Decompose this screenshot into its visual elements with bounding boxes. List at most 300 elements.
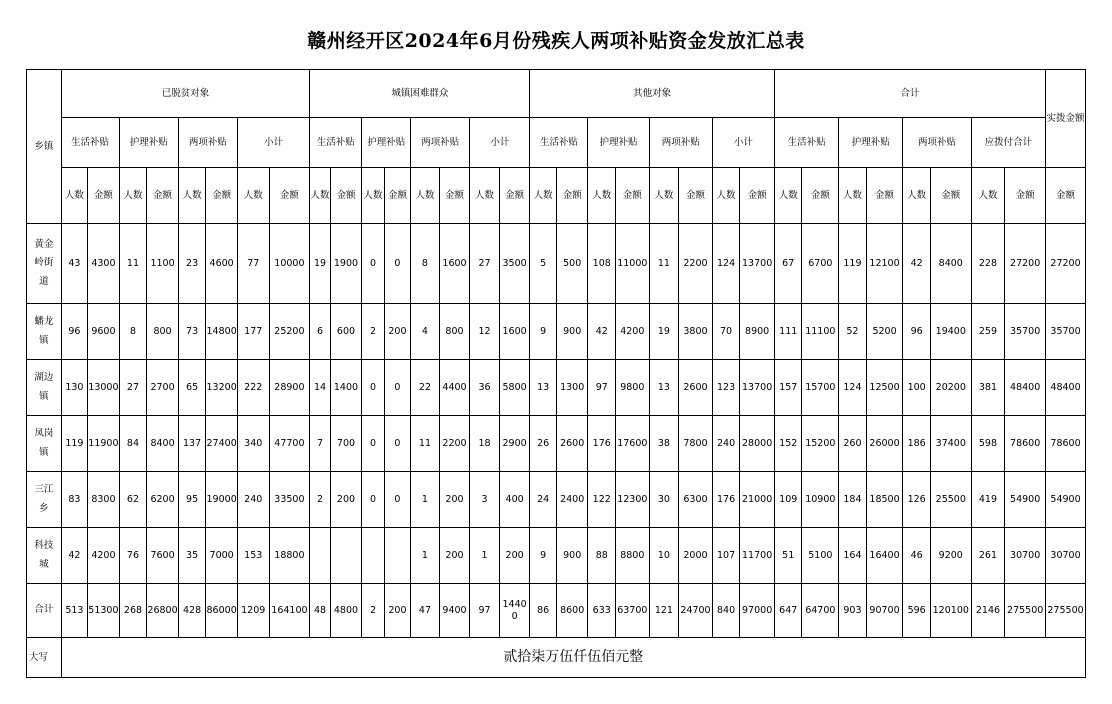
header-amount: 金额 <box>802 168 839 224</box>
table-cell: 19 <box>649 304 679 360</box>
table-cell: 122 <box>588 472 616 528</box>
table-cell: 30 <box>649 472 679 528</box>
table-cell: 2600 <box>556 416 588 472</box>
header-people: 人数 <box>61 168 87 224</box>
table-cell: 11700 <box>740 528 775 584</box>
table-cell: 4 <box>411 304 440 360</box>
table-cell: 120100 <box>930 584 971 638</box>
table-cell: 4200 <box>616 304 650 360</box>
table-cell: 200 <box>439 472 470 528</box>
row-township-name: 三江乡 <box>27 472 62 528</box>
header-people: 人数 <box>310 168 330 224</box>
table-cell: 38 <box>649 416 679 472</box>
table-cell: 3500 <box>499 224 530 304</box>
table-cell: 0 <box>384 472 410 528</box>
summary-table <box>26 69 1086 678</box>
table-cell: 900 <box>556 304 588 360</box>
table-cell: 260 <box>839 416 867 472</box>
table-cell: 176 <box>588 416 616 472</box>
table-cell: 2000 <box>679 528 713 584</box>
header-group-poverty: 已脱贫对象 <box>61 70 310 118</box>
table-cell: 340 <box>237 416 269 472</box>
table-cell: 9200 <box>930 528 971 584</box>
header-living: 生活补贴 <box>530 118 588 168</box>
table-cell: 9800 <box>616 360 650 416</box>
table-cell: 0 <box>362 224 384 304</box>
table-cell: 4300 <box>88 224 120 304</box>
table-cell: 0 <box>384 224 410 304</box>
table-cell: 119 <box>61 416 87 472</box>
table-cell: 1 <box>411 472 440 528</box>
table-cell: 96 <box>61 304 87 360</box>
table-cell: 48 <box>310 584 330 638</box>
table-cell <box>384 528 410 584</box>
table-cell: 8400 <box>930 224 971 304</box>
table-cell: 0 <box>362 360 384 416</box>
table-cell: 7000 <box>206 528 238 584</box>
table-cell: 8600 <box>556 584 588 638</box>
table-cell: 15200 <box>802 416 839 472</box>
table-cell: 6700 <box>802 224 839 304</box>
table-cell: 65 <box>178 360 206 416</box>
table-cell: 111 <box>774 304 802 360</box>
table-cell: 275500 <box>1046 584 1086 638</box>
header-people: 人数 <box>362 168 384 224</box>
table-cell: 54900 <box>1046 472 1086 528</box>
table-cell: 83 <box>61 472 87 528</box>
header-people: 人数 <box>178 168 206 224</box>
header-people: 人数 <box>237 168 269 224</box>
table-cell: 8900 <box>740 304 775 360</box>
table-cell: 268 <box>119 584 147 638</box>
table-cell: 2 <box>362 304 384 360</box>
table-cell: 28000 <box>740 416 775 472</box>
table-cell: 5100 <box>802 528 839 584</box>
table-cell: 5 <box>530 224 556 304</box>
header-people: 人数 <box>588 168 616 224</box>
header-care: 护理补贴 <box>588 118 649 168</box>
table-cell: 184 <box>839 472 867 528</box>
table-cell: 14 <box>310 360 330 416</box>
table-cell: 11 <box>411 416 440 472</box>
table-cell: 2400 <box>556 472 588 528</box>
table-cell: 11900 <box>88 416 120 472</box>
capital-label: 大写 <box>27 638 62 678</box>
table-cell: 240 <box>712 416 740 472</box>
header-amount: 金额 <box>1005 168 1046 224</box>
table-cell: 1400 <box>330 360 362 416</box>
table-cell: 24700 <box>679 584 713 638</box>
table-cell: 7 <box>310 416 330 472</box>
table-cell: 46 <box>903 528 931 584</box>
table-cell: 73 <box>178 304 206 360</box>
table-cell: 70 <box>712 304 740 360</box>
table-cell: 13200 <box>206 360 238 416</box>
row-township-name: 科技城 <box>27 528 62 584</box>
table-cell: 157 <box>774 360 802 416</box>
header-both: 两项补贴 <box>411 118 470 168</box>
table-cell: 513 <box>61 584 87 638</box>
table-row <box>27 304 1086 360</box>
table-cell: 130 <box>61 360 87 416</box>
table-row <box>27 528 1086 584</box>
table-cell: 47 <box>411 584 440 638</box>
header-both: 两项补贴 <box>178 118 237 168</box>
header-both: 两项补贴 <box>903 118 971 168</box>
table-cell: 26000 <box>866 416 903 472</box>
table-cell: 1 <box>411 528 440 584</box>
header-amount: 金额 <box>866 168 903 224</box>
table-cell: 10 <box>649 528 679 584</box>
table-cell: 10900 <box>802 472 839 528</box>
table-cell: 12300 <box>616 472 650 528</box>
table-cell: 107 <box>712 528 740 584</box>
table-cell: 2 <box>362 584 384 638</box>
table-cell: 16400 <box>866 528 903 584</box>
table-cell: 121 <box>649 584 679 638</box>
table-cell: 200 <box>499 528 530 584</box>
table-cell: 6200 <box>147 472 179 528</box>
table-cell: 2146 <box>971 584 1005 638</box>
header-living: 生活补贴 <box>310 118 362 168</box>
table-cell: 14800 <box>206 304 238 360</box>
table-cell: 9600 <box>88 304 120 360</box>
header-amount: 金额 <box>930 168 971 224</box>
total-row <box>27 584 1086 638</box>
table-cell: 14400 <box>499 584 530 638</box>
table-cell: 2200 <box>679 224 713 304</box>
header-amount: 金额 <box>616 168 650 224</box>
table-cell: 259 <box>971 304 1005 360</box>
header-living: 生活补贴 <box>61 118 119 168</box>
header-amount: 金额 <box>1046 168 1086 224</box>
table-cell: 200 <box>330 472 362 528</box>
table-cell: 97 <box>470 584 500 638</box>
table-cell: 124 <box>712 224 740 304</box>
table-cell: 21000 <box>740 472 775 528</box>
table-cell <box>330 528 362 584</box>
table-cell: 3800 <box>679 304 713 360</box>
table-cell: 633 <box>588 584 616 638</box>
header-actual-amount: 实拨金额 <box>1046 70 1086 168</box>
table-cell: 27 <box>470 224 500 304</box>
table-cell: 9 <box>530 528 556 584</box>
table-cell: 13700 <box>740 360 775 416</box>
table-cell: 2700 <box>147 360 179 416</box>
table-cell: 28900 <box>269 360 310 416</box>
table-cell: 228 <box>971 224 1005 304</box>
table-cell: 8 <box>411 224 440 304</box>
table-cell: 42 <box>61 528 87 584</box>
row-township-name: 黄金岭街道 <box>27 224 62 304</box>
table-cell: 35 <box>178 528 206 584</box>
header-people: 人数 <box>470 168 500 224</box>
header-people: 人数 <box>903 168 931 224</box>
table-cell: 6 <box>310 304 330 360</box>
header-amount: 金额 <box>679 168 713 224</box>
table-cell: 78600 <box>1046 416 1086 472</box>
header-people: 人数 <box>774 168 802 224</box>
table-cell: 90700 <box>866 584 903 638</box>
header-amount: 金额 <box>384 168 410 224</box>
table-cell: 10000 <box>269 224 310 304</box>
table-cell: 18800 <box>269 528 310 584</box>
table-row <box>27 416 1086 472</box>
table-cell: 400 <box>499 472 530 528</box>
table-cell: 4400 <box>439 360 470 416</box>
header-amount: 金额 <box>740 168 775 224</box>
table-cell: 8300 <box>88 472 120 528</box>
table-cell: 0 <box>362 472 384 528</box>
table-cell: 19 <box>310 224 330 304</box>
table-cell: 1300 <box>556 360 588 416</box>
table-cell <box>310 528 330 584</box>
table-cell: 275500 <box>1005 584 1046 638</box>
table-cell: 95 <box>178 472 206 528</box>
table-cell: 86000 <box>206 584 238 638</box>
header-amount: 金额 <box>269 168 310 224</box>
table-cell: 164100 <box>269 584 310 638</box>
table-cell: 12500 <box>866 360 903 416</box>
table-cell: 4800 <box>330 584 362 638</box>
header-township: 乡镇 <box>27 70 62 224</box>
table-cell: 8 <box>119 304 147 360</box>
table-cell: 596 <box>903 584 931 638</box>
table-cell: 19400 <box>930 304 971 360</box>
header-living: 生活补贴 <box>774 118 838 168</box>
table-cell: 62 <box>119 472 147 528</box>
table-cell: 800 <box>439 304 470 360</box>
table-cell: 11000 <box>616 224 650 304</box>
table-cell: 27200 <box>1005 224 1046 304</box>
table-cell: 428 <box>178 584 206 638</box>
row-township-name: 合计 <box>27 584 62 638</box>
table-cell: 67 <box>774 224 802 304</box>
table-cell: 903 <box>839 584 867 638</box>
table-cell: 47700 <box>269 416 310 472</box>
header-subtotal: 小计 <box>712 118 774 168</box>
table-cell: 18500 <box>866 472 903 528</box>
table-cell: 63700 <box>616 584 650 638</box>
table-cell <box>362 528 384 584</box>
header-care: 护理补贴 <box>362 118 411 168</box>
table-cell: 152 <box>774 416 802 472</box>
table-cell: 4600 <box>206 224 238 304</box>
row-township-name: 凤岗镇 <box>27 416 62 472</box>
table-cell: 20200 <box>930 360 971 416</box>
table-cell: 176 <box>712 472 740 528</box>
table-cell: 86 <box>530 584 556 638</box>
header-amount: 金额 <box>439 168 470 224</box>
table-cell: 51 <box>774 528 802 584</box>
table-cell: 1600 <box>499 304 530 360</box>
header-people: 人数 <box>971 168 1005 224</box>
table-cell: 54900 <box>1005 472 1046 528</box>
table-cell: 26 <box>530 416 556 472</box>
table-cell: 647 <box>774 584 802 638</box>
table-cell: 153 <box>237 528 269 584</box>
header-amount: 金额 <box>556 168 588 224</box>
table-cell: 84 <box>119 416 147 472</box>
table-cell: 6300 <box>679 472 713 528</box>
table-cell: 1600 <box>439 224 470 304</box>
table-cell: 1100 <box>147 224 179 304</box>
header-both: 两项补贴 <box>649 118 712 168</box>
table-cell: 840 <box>712 584 740 638</box>
header-amount: 金额 <box>88 168 120 224</box>
header-care: 护理补贴 <box>119 118 178 168</box>
capital-amount: 贰拾柒万伍仟伍佰元整 <box>61 638 1085 678</box>
table-cell: 33500 <box>269 472 310 528</box>
table-cell: 15700 <box>802 360 839 416</box>
table-row <box>27 472 1086 528</box>
header-people: 人数 <box>119 168 147 224</box>
table-cell: 42 <box>903 224 931 304</box>
data-rows <box>27 224 1086 638</box>
table-cell: 8400 <box>147 416 179 472</box>
header-people: 人数 <box>839 168 867 224</box>
table-cell: 43 <box>61 224 87 304</box>
table-cell: 600 <box>330 304 362 360</box>
table-cell: 3 <box>470 472 500 528</box>
table-cell: 7600 <box>147 528 179 584</box>
table-cell: 12100 <box>866 224 903 304</box>
table-cell: 35700 <box>1046 304 1086 360</box>
table-cell: 5200 <box>866 304 903 360</box>
table-cell: 177 <box>237 304 269 360</box>
table-cell: 64700 <box>802 584 839 638</box>
table-cell: 2200 <box>439 416 470 472</box>
table-cell: 19000 <box>206 472 238 528</box>
table-cell: 240 <box>237 472 269 528</box>
table-cell: 9 <box>530 304 556 360</box>
table-cell: 126 <box>903 472 931 528</box>
table-cell: 0 <box>384 360 410 416</box>
row-township-name: 湖边镇 <box>27 360 62 416</box>
table-cell: 22 <box>411 360 440 416</box>
header-group-other: 其他对象 <box>530 70 775 118</box>
table-cell: 13000 <box>88 360 120 416</box>
table-cell: 17600 <box>616 416 650 472</box>
header-group-urban: 城镇困难群众 <box>310 70 530 118</box>
table-cell: 30700 <box>1046 528 1086 584</box>
table-cell: 77 <box>237 224 269 304</box>
table-cell: 900 <box>556 528 588 584</box>
table-cell: 137 <box>178 416 206 472</box>
header-people: 人数 <box>530 168 556 224</box>
table-cell: 13 <box>649 360 679 416</box>
header-payable-total: 应拨付合计 <box>971 118 1045 168</box>
table-cell: 0 <box>384 416 410 472</box>
table-cell: 1900 <box>330 224 362 304</box>
table-cell: 30700 <box>1005 528 1046 584</box>
table-cell: 186 <box>903 416 931 472</box>
header-care: 护理补贴 <box>839 118 903 168</box>
table-cell: 598 <box>971 416 1005 472</box>
table-cell: 26800 <box>147 584 179 638</box>
table-cell: 0 <box>362 416 384 472</box>
table-cell: 88 <box>588 528 616 584</box>
table-cell: 42 <box>588 304 616 360</box>
table-cell: 2600 <box>679 360 713 416</box>
table-cell: 200 <box>384 304 410 360</box>
table-cell: 96 <box>903 304 931 360</box>
table-cell: 76 <box>119 528 147 584</box>
row-township-name: 蟠龙镇 <box>27 304 62 360</box>
table-cell: 700 <box>330 416 362 472</box>
table-cell: 36 <box>470 360 500 416</box>
table-row <box>27 360 1086 416</box>
table-cell: 9400 <box>439 584 470 638</box>
header-amount: 金额 <box>206 168 238 224</box>
table-cell: 800 <box>147 304 179 360</box>
header-amount: 金额 <box>147 168 179 224</box>
table-cell: 97 <box>588 360 616 416</box>
table-cell: 7800 <box>679 416 713 472</box>
table-cell: 124 <box>839 360 867 416</box>
table-cell: 100 <box>903 360 931 416</box>
table-cell: 1209 <box>237 584 269 638</box>
table-cell: 4200 <box>88 528 120 584</box>
table-cell: 37400 <box>930 416 971 472</box>
table-cell: 119 <box>839 224 867 304</box>
table-cell: 11 <box>649 224 679 304</box>
header-amount: 金额 <box>330 168 362 224</box>
header-subtotal: 小计 <box>237 118 309 168</box>
table-cell: 1 <box>470 528 500 584</box>
table-row <box>27 224 1086 304</box>
table-cell: 25500 <box>930 472 971 528</box>
table-cell: 261 <box>971 528 1005 584</box>
table-cell: 13700 <box>740 224 775 304</box>
table-cell: 123 <box>712 360 740 416</box>
table-cell: 222 <box>237 360 269 416</box>
table-cell: 23 <box>178 224 206 304</box>
table-cell: 381 <box>971 360 1005 416</box>
header-amount: 金额 <box>499 168 530 224</box>
table-cell: 200 <box>384 584 410 638</box>
table-cell: 8800 <box>616 528 650 584</box>
table-cell: 27 <box>119 360 147 416</box>
table-cell: 500 <box>556 224 588 304</box>
table-cell: 27400 <box>206 416 238 472</box>
header-people: 人数 <box>649 168 679 224</box>
table-cell: 97000 <box>740 584 775 638</box>
table-cell: 11 <box>119 224 147 304</box>
page-title: 赣州经开区2024年6月份残疾人两项补贴资金发放汇总表 <box>307 30 805 52</box>
table-cell: 52 <box>839 304 867 360</box>
table-cell: 35700 <box>1005 304 1046 360</box>
table-cell: 13 <box>530 360 556 416</box>
table-cell: 27200 <box>1046 224 1086 304</box>
table-cell: 164 <box>839 528 867 584</box>
table-cell: 419 <box>971 472 1005 528</box>
table-cell: 108 <box>588 224 616 304</box>
table-cell: 109 <box>774 472 802 528</box>
table-cell: 5800 <box>499 360 530 416</box>
table-cell: 200 <box>439 528 470 584</box>
table-cell: 24 <box>530 472 556 528</box>
table-cell: 51300 <box>88 584 120 638</box>
table-cell: 2900 <box>499 416 530 472</box>
table-cell: 78600 <box>1005 416 1046 472</box>
table-cell: 25200 <box>269 304 310 360</box>
table-cell: 2 <box>310 472 330 528</box>
table-cell: 18 <box>470 416 500 472</box>
table-cell: 48400 <box>1005 360 1046 416</box>
header-group-total: 合计 <box>774 70 1045 118</box>
header-people: 人数 <box>712 168 740 224</box>
